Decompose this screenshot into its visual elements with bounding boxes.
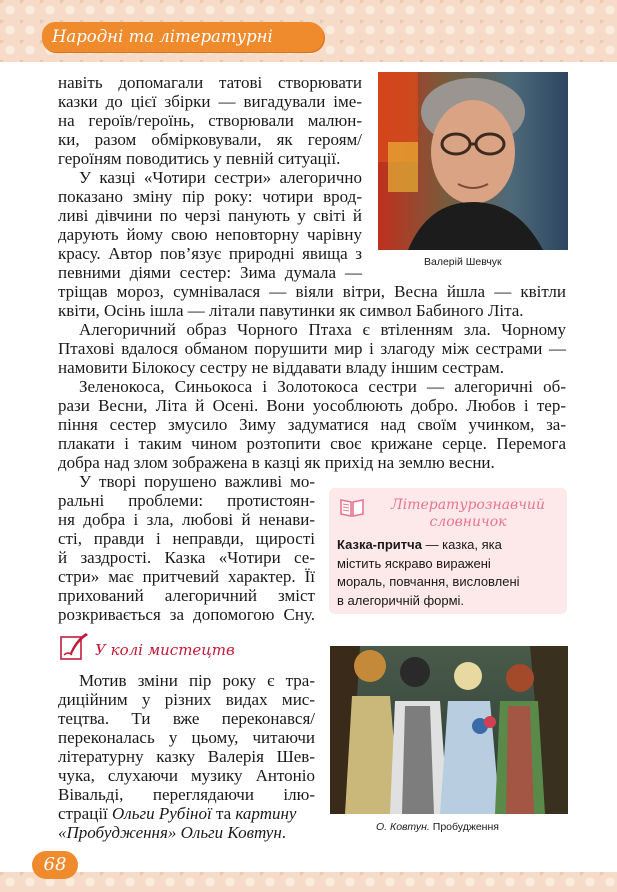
quill-icon: [58, 631, 90, 661]
text-line: добра над злом зображена в казці як прихід на землю весни.: [58, 453, 495, 472]
text-line: рази Весни, Літа й Осені. Вони уособлюють добро. Любов і тер-: [58, 396, 566, 415]
bottom-ornament-border: [0, 872, 617, 892]
glossary-title-line: словничок: [429, 514, 507, 530]
text-line: піння сестер змусило Зиму задуматися над своїм учинком, за-: [58, 415, 566, 434]
text-fragment-italic: Ольги Рубіної: [112, 804, 212, 823]
text-line: ки, разом обмірковували, як героям/: [58, 130, 362, 149]
text-line: Зеленокоса, Синьокоса і Золотокоса сестри — алегоричні об-: [79, 377, 566, 396]
text-line: певними діями сестер: Зима думала —: [58, 263, 362, 282]
glossary-definition: [337, 536, 565, 610]
text-line: Мотив зміни пір року є тра-: [79, 671, 315, 690]
text-fragment: та: [211, 804, 236, 823]
text-line: У творі порушено важливі мо-: [79, 472, 315, 491]
text-line: [58, 823, 286, 842]
text-line: У казці «Чотири сестри» алегорично: [79, 168, 362, 187]
glossary-box: [329, 488, 567, 614]
text-line: героїням поводитись у певній ситуації.: [58, 149, 341, 168]
page-number: 68: [32, 851, 78, 879]
text-line: диційним у різних видах мис-: [58, 690, 315, 709]
text-line: літературну казку Валерія Шев-: [58, 747, 315, 766]
section-title: У колі мистецтв: [95, 641, 235, 659]
text-line: квіти, Осінь ішла — літали павутинки як символ Бабиного Літа.: [58, 301, 524, 320]
glossary-title-line: Літературознавчий: [391, 497, 545, 513]
text-line: чука, слухаючи музику Антоніо: [58, 766, 315, 785]
text-line: стри» має притчевий характер. Її: [58, 567, 315, 586]
portrait-photo: [378, 72, 568, 250]
glossary-text: в алегоричній формі.: [337, 592, 465, 608]
text-fragment-italic: картину: [235, 804, 297, 823]
text-fragment-italic: «Пробудження» Ольги Ковтун: [58, 823, 282, 842]
glossary-title: [373, 497, 563, 531]
text-line: тріщав мороз, сумнівалася — віяли вітри, Весна йшла — квітли: [58, 282, 566, 301]
text-fragment: .: [281, 823, 287, 842]
painting-caption: [376, 821, 499, 833]
glossary-text: мораль, повчання, висловлені: [337, 574, 520, 589]
text-line: розкривається за допомогою Сну.: [58, 605, 315, 624]
text-line: Вівальді, переглядаючи ілю-: [58, 785, 315, 804]
glossary-text: — казка, яка: [421, 537, 502, 552]
chapter-title-banner: Народні та літературні казки: [42, 22, 324, 52]
text-line: [58, 804, 315, 823]
text-line: красу. Автор пов’язує природні явища з: [58, 244, 362, 263]
text-line: Алегоричний образ Чорного Птаха є втіленням зла. Чорному: [79, 320, 566, 339]
text-line: сті, правди і неправди, щирості: [58, 529, 315, 548]
painting-caption-title: Пробудження: [432, 821, 499, 833]
text-fragment: страції: [58, 804, 113, 823]
book-icon: [339, 496, 365, 518]
text-line: дарують йому свою неповторну чарівну: [58, 225, 362, 244]
painting-image: [330, 646, 568, 814]
text-line: й заздрості. Казка «Чотири се-: [58, 548, 315, 567]
text-line: навіть допомагали татові створювати: [58, 73, 362, 92]
text-line: ня добра і зла, любові й ненави-: [58, 510, 315, 529]
text-line: намовити Білокосу сестру не віддавати владу іншим сестрам.: [58, 358, 504, 377]
glossary-term: Казка-притча: [337, 537, 422, 552]
text-line: показано зміну пір року: чотири врод-: [58, 187, 362, 206]
text-line: ральні проблеми: протистоян-: [58, 491, 315, 510]
portrait-caption: Валерій Шевчук: [424, 256, 502, 268]
text-line: прихований алегоричний зміст: [58, 586, 315, 605]
text-line: на героїв/героїнь, створювали малюн-: [58, 111, 362, 130]
text-line: тецтва. Ти вже переконався/: [58, 709, 315, 728]
text-line: ливі дівчини по черзі панують у світі й: [58, 206, 362, 225]
text-line: Птахові вдалося обманом порушити мир і злагоду між сестрами —: [58, 339, 566, 358]
text-line: казки до цієї збірки — вигадували іме-: [58, 92, 362, 111]
glossary-text: містить яскраво виражені: [337, 555, 491, 571]
text-line: переконалась у цьому, читаючи: [58, 728, 315, 747]
text-line: плакати і таким чином розтопити своє крижане серце. Перемога: [58, 434, 566, 453]
painting-caption-author: О. Ковтун.: [376, 821, 430, 833]
